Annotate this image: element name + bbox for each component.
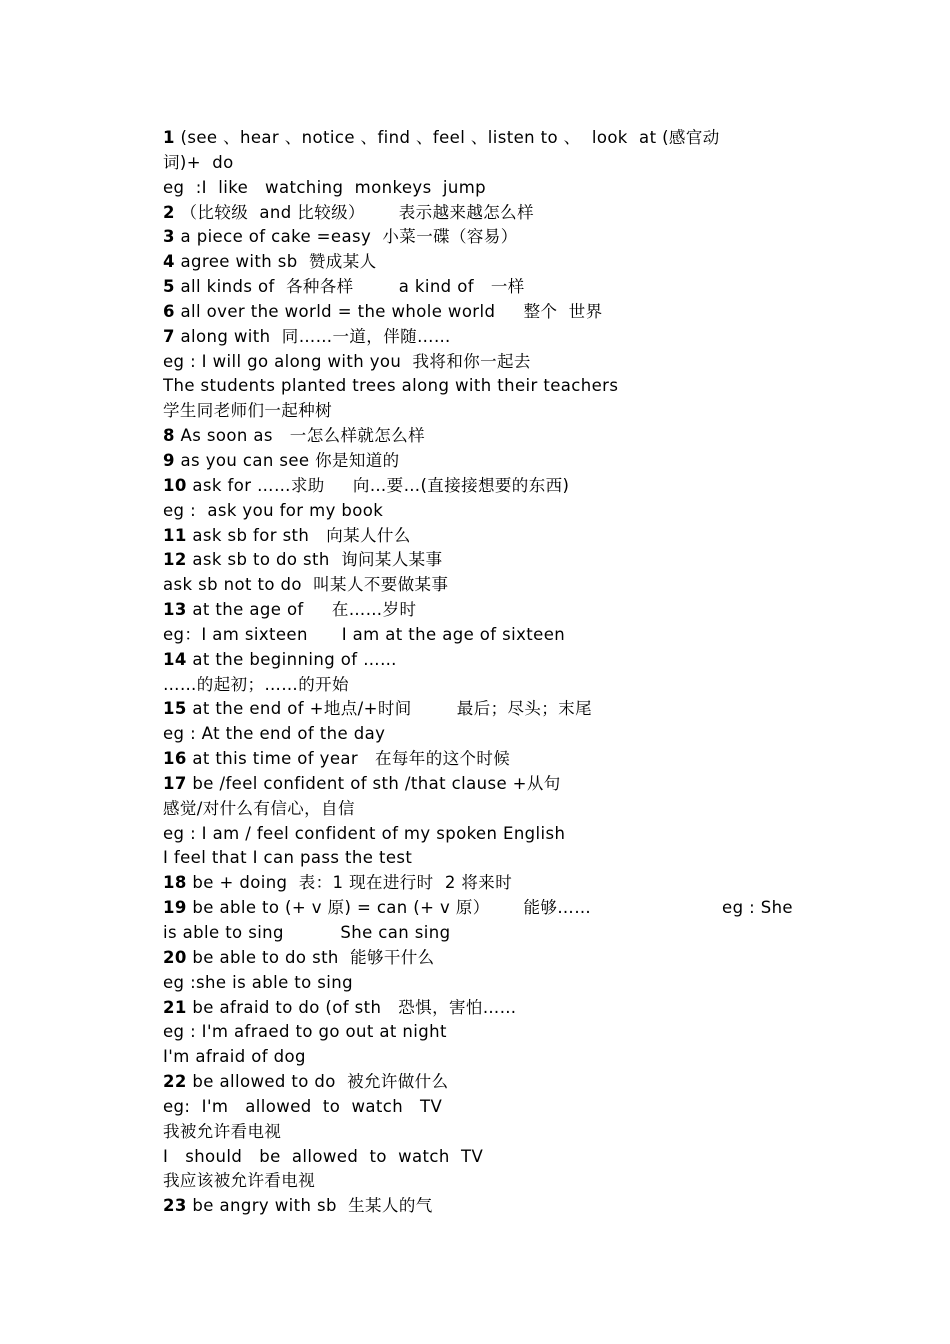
text-line	[163, 449, 793, 474]
entry-text: as you can see 你是知道的	[174, 450, 400, 470]
entry-number: 23	[163, 1196, 187, 1216]
text-line	[163, 846, 793, 871]
entry-text: be allowed to do 被允许做什么	[186, 1072, 449, 1092]
text-line	[163, 871, 793, 896]
text-line	[163, 747, 793, 772]
line-right-text: eg : She	[722, 898, 793, 918]
document-body	[163, 126, 793, 1219]
text-line	[163, 325, 793, 350]
entry-text: eg : I'm afraed to go out at night	[163, 1022, 447, 1042]
text-line	[163, 896, 793, 921]
text-line	[163, 971, 793, 996]
text-line	[163, 1020, 793, 1045]
text-line	[163, 499, 793, 524]
text-line	[163, 524, 793, 549]
text-line	[163, 424, 793, 449]
text-line	[163, 921, 793, 946]
text-line	[163, 1095, 793, 1120]
text-line	[163, 1070, 793, 1095]
entry-text: be afraid to do (of sth 恐惧，害怕……	[186, 997, 517, 1017]
entry-number: 17	[163, 773, 187, 793]
text-line	[163, 151, 793, 176]
entry-text: is able to sing She can sing	[163, 923, 451, 942]
entry-number: 14	[163, 649, 187, 669]
entry-text: ask sb to do sth 询问某人某事	[186, 550, 443, 570]
entry-number: 16	[163, 749, 187, 769]
text-line	[163, 1145, 793, 1170]
text-line	[163, 201, 793, 226]
entry-text: I'm afraid of dog	[163, 1047, 306, 1067]
entry-number: 19	[163, 898, 187, 918]
entry-text: along with 同……一道，伴随……	[174, 326, 451, 346]
entry-text: （比较级 and 比较级） 表示越来越怎么样	[174, 202, 534, 222]
text-line	[163, 648, 793, 673]
text-line	[163, 1194, 793, 1219]
text-line	[163, 126, 793, 151]
entry-text: ……的起初；……的开始	[163, 674, 349, 694]
entry-number: 21	[163, 997, 187, 1017]
entry-text: 我应该被允许看电视	[163, 1171, 316, 1191]
entry-text: eg: I'm allowed to watch TV	[163, 1096, 443, 1116]
text-line	[163, 474, 793, 499]
entry-text: be /feel confident of sth /that clause +从句	[186, 773, 561, 793]
entry-text: at the age of 在……岁时	[186, 600, 417, 620]
entry-text: ask sb for sth 向某人什么	[186, 525, 411, 545]
entry-number: 9	[163, 450, 175, 470]
text-line	[163, 822, 793, 847]
entry-text: 感觉/对什么有信心，自信	[163, 798, 355, 818]
text-line	[163, 1169, 793, 1194]
entry-text: a piece of cake =easy 小菜一碟（容易）	[174, 227, 518, 247]
entry-text: eg : ask you for my book	[163, 500, 384, 520]
text-line	[163, 250, 793, 275]
text-line	[163, 548, 793, 573]
text-line	[163, 275, 793, 300]
entry-number: 13	[163, 600, 187, 620]
entry-number: 20	[163, 947, 187, 967]
entry-text: ask for ……求助 向…要…(直接接想要的东西)	[186, 475, 570, 495]
text-line	[163, 946, 793, 971]
text-line	[163, 623, 793, 648]
text-line	[163, 1120, 793, 1145]
entry-number: 6	[163, 301, 175, 321]
entry-text: eg : At the end of the day	[163, 724, 386, 744]
entry-text: (see 、hear 、notice 、find 、feel 、listen to 、 look at (感官动	[174, 128, 720, 147]
text-line	[163, 996, 793, 1021]
text-line	[163, 722, 793, 747]
text-line	[163, 399, 793, 424]
entry-number: 12	[163, 550, 187, 570]
entry-text: As soon as 一怎么样就怎么样	[174, 426, 425, 446]
entry-text: be able to (+ v 原) = can (+ v 原） 能够……	[186, 898, 592, 918]
entry-text: all over the world = the whole world 整个 世界	[174, 301, 603, 321]
entry-number: 15	[163, 699, 187, 719]
text-line	[163, 697, 793, 722]
entry-text: eg :she is able to sing	[163, 972, 353, 992]
text-line	[163, 350, 793, 375]
entry-number: 5	[163, 277, 175, 297]
entry-text: at the beginning of ……	[186, 649, 397, 669]
entry-text: I feel that I can pass the test	[163, 848, 413, 868]
text-line	[163, 673, 793, 698]
entry-number: 8	[163, 426, 175, 446]
entry-text: 我被允许看电视	[163, 1121, 282, 1141]
text-line	[163, 1045, 793, 1070]
entry-number: 18	[163, 873, 187, 893]
entry-text: agree with sb 赞成某人	[174, 252, 377, 272]
entry-number: 7	[163, 326, 175, 346]
entry-text: eg :I like watching monkeys jump	[163, 177, 487, 197]
entry-text: eg : I will go along with you 我将和你一起去	[163, 351, 531, 371]
entry-number: 4	[163, 252, 175, 272]
entry-text: eg：I am sixteen I am at the age of sixteen	[163, 624, 566, 644]
entry-text: 词)+ do	[163, 152, 234, 172]
entry-number: 22	[163, 1072, 187, 1092]
entry-text: at this time of year 在每年的这个时候	[186, 749, 511, 769]
text-line	[163, 176, 793, 201]
entry-text: be able to do sth 能够干什么	[186, 947, 435, 967]
text-line	[163, 772, 793, 797]
entry-text: all kinds of 各种各样 a kind of 一样	[174, 277, 525, 297]
entry-text: ask sb not to do 叫某人不要做某事	[163, 575, 449, 595]
entry-text: be angry with sb 生某人的气	[186, 1196, 433, 1216]
entry-number: 1	[163, 128, 175, 147]
text-line	[163, 225, 793, 250]
entry-text: I should be allowed to watch TV	[163, 1146, 484, 1166]
entry-text: be + doing 表：1 现在进行时 2 将来时	[186, 873, 513, 893]
entry-number: 10	[163, 475, 187, 495]
text-line	[163, 573, 793, 598]
entry-number: 2	[163, 202, 175, 222]
text-line	[163, 598, 793, 623]
entry-number: 3	[163, 227, 175, 247]
entry-text: eg : I am / feel confident of my spoken English	[163, 823, 566, 843]
entry-number: 11	[163, 525, 187, 545]
text-line	[163, 374, 793, 399]
entry-text: The students planted trees along with their teachers	[163, 376, 619, 396]
entry-text: at the end of +地点/+时间 最后；尽头；末尾	[186, 699, 593, 719]
entry-text: 学生同老师们一起种树	[163, 401, 332, 421]
text-line	[163, 797, 793, 822]
text-line	[163, 300, 793, 325]
